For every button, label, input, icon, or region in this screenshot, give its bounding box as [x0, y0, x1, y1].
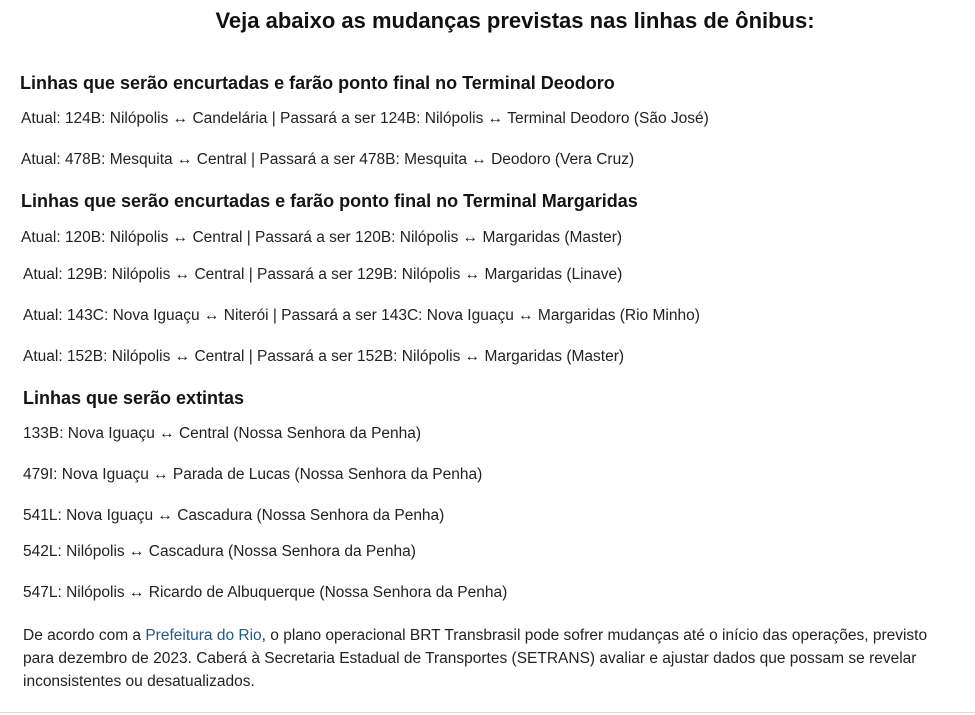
section-heading-deodoro: Linhas que serão encurtadas e farão ponto final no Terminal Deodoro	[20, 73, 615, 93]
bus-line-change-478b: Atual: 478B: Mesquita ↔ Central | Passará a ser 478B: Mesquita ↔ Deodoro (Vera Cruz)	[21, 151, 635, 168]
footer-text-before-link: De acordo com a	[23, 627, 146, 644]
bottom-divider	[0, 712, 975, 713]
bus-line-change-152b: Atual: 152B: Nilópolis ↔ Central | Passará a ser 152B: Nilópolis ↔ Margaridas (Master)	[23, 348, 625, 365]
prefeitura-do-rio-link[interactable]: Prefeitura do Rio	[145, 627, 262, 644]
section-heading-extintas: Linhas que serão extintas	[23, 388, 245, 408]
bus-line-extinct-547l: 547L: Nilópolis ↔ Ricardo de Albuquerque (Nossa Senhora da Penha)	[23, 584, 508, 601]
bus-line-change-120b: Atual: 120B: Nilópolis ↔ Central | Passará a ser 120B: Nilópolis ↔ Margaridas (Master)	[21, 229, 623, 246]
bus-line-extinct-479i: 479I: Nova Iguaçu ↔ Parada de Lucas (Nossa Senhora da Penha)	[23, 466, 483, 483]
bus-line-change-129b: Atual: 129B: Nilópolis ↔ Central | Passará a ser 129B: Nilópolis ↔ Margaridas (Linave)	[23, 266, 623, 283]
bus-line-extinct-542l: 542L: Nilópolis ↔ Cascadura (Nossa Senhora da Penha)	[23, 543, 416, 560]
bus-line-extinct-133b: 133B: Nova Iguaçu ↔ Central (Nossa Senhora da Penha)	[23, 425, 422, 442]
bus-line-change-143c: Atual: 143C: Nova Iguaçu ↔ Niterói | Passará a ser 143C: Nova Iguaçu ↔ Margaridas (Rio Minho)	[23, 307, 700, 324]
section-heading-margaridas: Linhas que serão encurtadas e farão ponto final no Terminal Margaridas	[21, 191, 638, 211]
footer-paragraph	[23, 624, 953, 693]
page-title: Veja abaixo as mudanças previstas nas linhas de ônibus:	[215, 8, 815, 33]
footer-text-after-link: , o plano operacional BRT Transbrasil pode sofrer mudanças até o início das operações, previsto para dezembro de 2023. Caberá à Secretaria Estadual de Transportes (SETRANS) avaliar e ajustar dados que possam se revelar inconsistentes ou desatualizados.	[23, 627, 928, 690]
bus-line-extinct-541l: 541L: Nova Iguaçu ↔ Cascadura (Nossa Senhora da Penha)	[23, 507, 445, 524]
bus-line-change-124b: Atual: 124B: Nilópolis ↔ Candelária | Passará a ser 124B: Nilópolis ↔ Terminal Deodoro (São José)	[21, 110, 709, 127]
